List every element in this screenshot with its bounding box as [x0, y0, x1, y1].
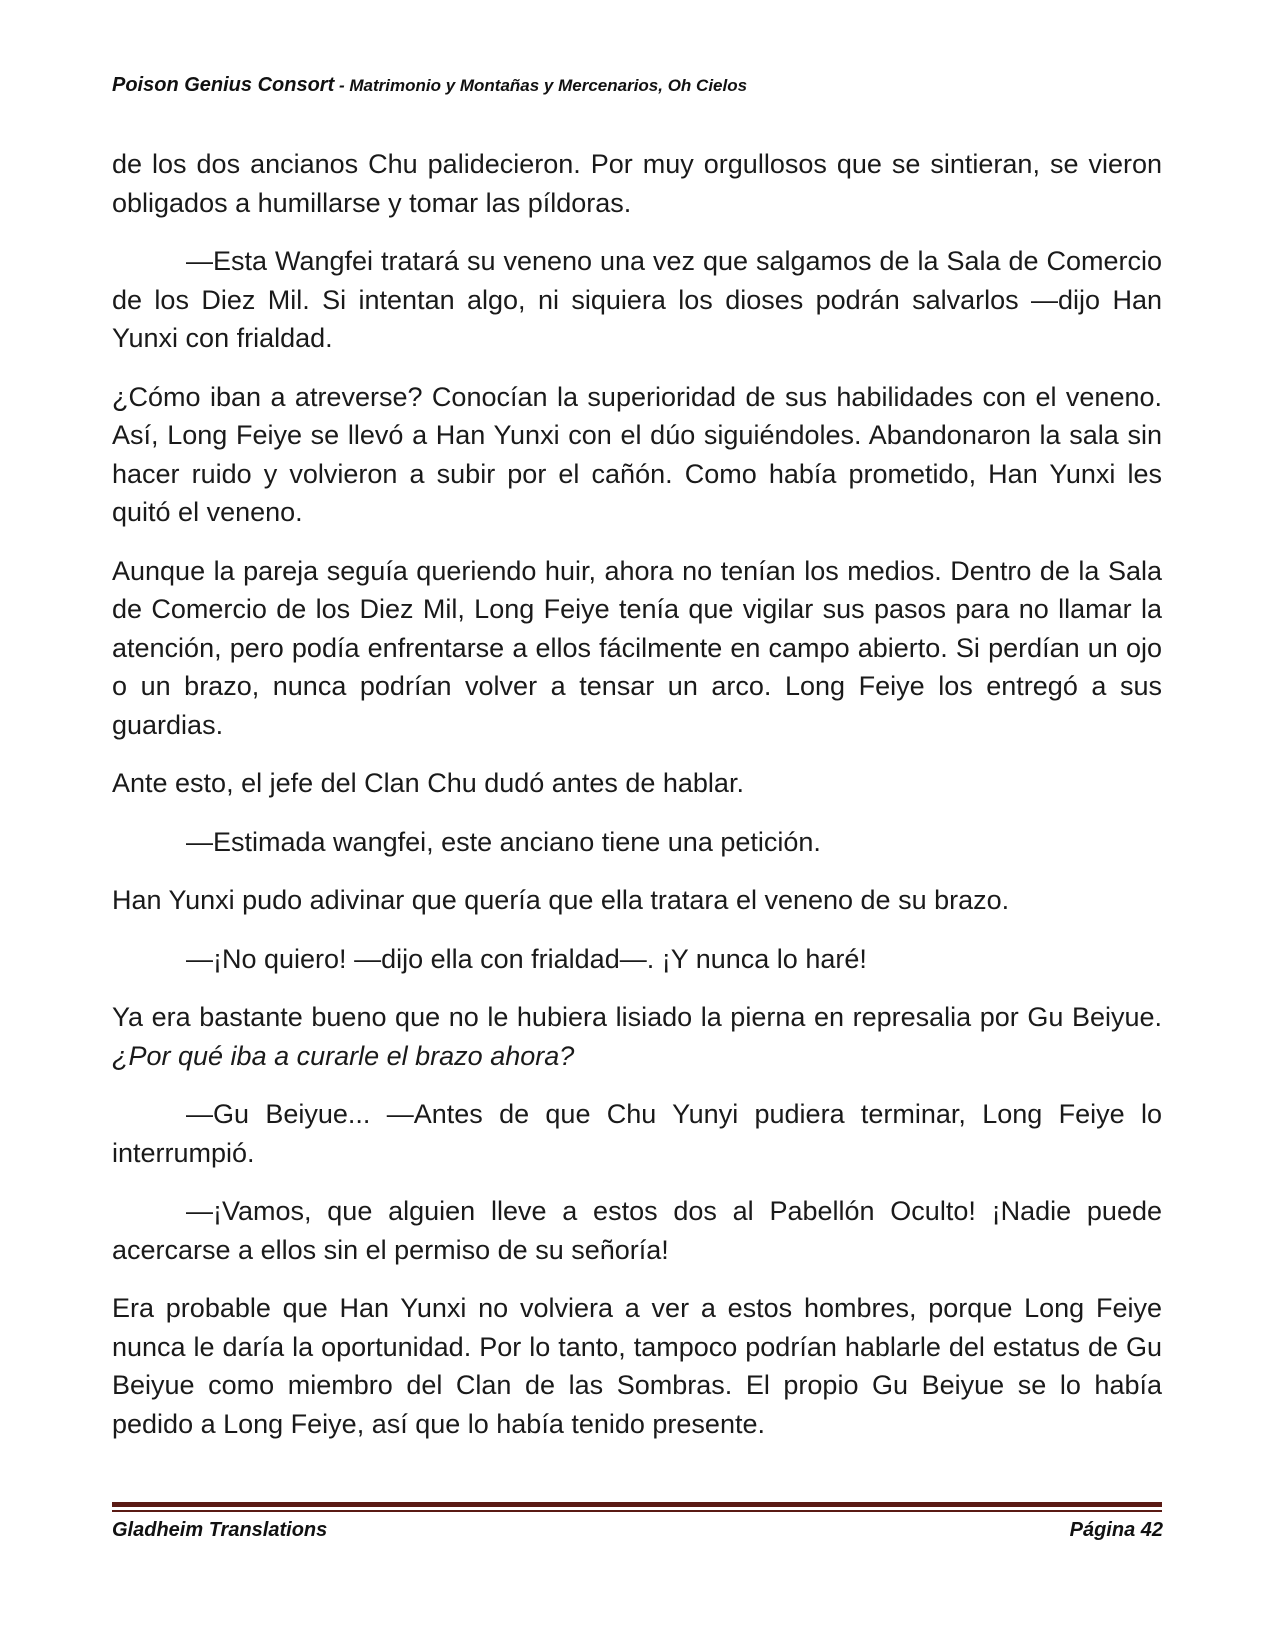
header-title: Poison Genius Consort	[112, 74, 335, 96]
page-header	[112, 74, 1162, 97]
dialogue-paragraph	[112, 1192, 1162, 1269]
paragraph-text: Aunque la pareja seguía queriendo huir, ahora no tenían los medios. Dentro de la Sala de Comercio de los Diez Mil, Long Feiye tenía que vigilar sus pasos para no llamar la atención, pero podía enfrentarse a ellos fácilmente en campo abierto. Si perdían un ojo o un brazo, nunca podrían volver a tensar un arco. Long Feiye los entregó a sus guardias.	[112, 555, 1162, 740]
dialogue-paragraph	[112, 823, 1162, 862]
paragraph-text: Ya era bastante bueno que no le hubiera lisiado la pierna en represalia por Gu Beiyue.	[112, 1002, 1162, 1032]
paragraph	[112, 1289, 1162, 1443]
paragraph	[112, 998, 1162, 1075]
paragraph-text: —Estimada wangfei, este anciano tiene una petición.	[186, 826, 821, 857]
paragraph-text: Ante esto, el jefe del Clan Chu dudó antes de hablar.	[112, 768, 744, 798]
dialogue-paragraph	[112, 242, 1162, 358]
header-subtitle: - Matrimonio y Montañas y Mercenarios, Oh Cielos	[334, 76, 748, 95]
footer-divider-thick	[112, 1502, 1162, 1507]
footer-page-number: Página 42	[1069, 1519, 1163, 1541]
paragraph	[112, 378, 1162, 532]
paragraph-text: Era probable que Han Yunxi no volviera a ver a estos hombres, porque Long Feiye nunca le daría la oportunidad. Por lo tanto, tampoco podrían hablarle del estatus de Gu Beiyue como miembro del Clan de las Sombras. El propio Gu Beiyue se lo había pedido a Long Feiye, así que lo había tenido presente.	[112, 1293, 1162, 1439]
paragraph	[112, 145, 1162, 222]
dialogue-paragraph	[112, 940, 1162, 979]
paragraph-text: de los dos ancianos Chu palidecieron. Por muy orgullosos que se sintieran, se vieron obligados a humillarse y tomar las píldoras.	[112, 149, 1162, 218]
paragraph	[112, 552, 1162, 745]
paragraph	[112, 764, 1162, 803]
dialogue-paragraph	[112, 1095, 1162, 1172]
paragraph-italic-text: ¿Por qué iba a curarle el brazo ahora?	[112, 1040, 575, 1071]
paragraph-text: —¡Vamos, que alguien lleve a estos dos al Pabellón Oculto! ¡Nadie puede acercarse a ellos sin el permiso de su señoría!	[112, 1196, 1162, 1265]
paragraph	[112, 881, 1162, 920]
paragraph-text: ¿Cómo iban a atreverse? Conocían la superioridad de sus habilidades con el veneno. Así, Long Feiye se llevó a Han Yunxi con el dúo siguiéndoles. Abandonaron la sala sin hacer ruido y volvieron a subir por el cañón. Como había prometido, Han Yunxi les quitó el veneno.	[112, 381, 1162, 527]
paragraph-text: —Esta Wangfei tratará su veneno una vez que salgamos de la Sala de Comercio de los Diez Mil. Si intentan algo, ni siquiera los dioses podrán salvarlos —dijo Han Yunxi con frialdad.	[112, 246, 1162, 353]
document-body	[112, 145, 1162, 1463]
footer-divider-thin	[112, 1510, 1162, 1512]
paragraph-text: —¡No quiero! —dijo ella con frialdad—. ¡Y nunca lo haré!	[186, 943, 867, 974]
paragraph-text: —Gu Beiyue... —Antes de que Chu Yunyi pudiera terminar, Long Feiye lo interrumpió.	[112, 1099, 1162, 1168]
footer-publisher: Gladheim Translations	[112, 1519, 328, 1541]
paragraph-text: Han Yunxi pudo adivinar que quería que ella tratara el veneno de su brazo.	[112, 885, 1010, 915]
